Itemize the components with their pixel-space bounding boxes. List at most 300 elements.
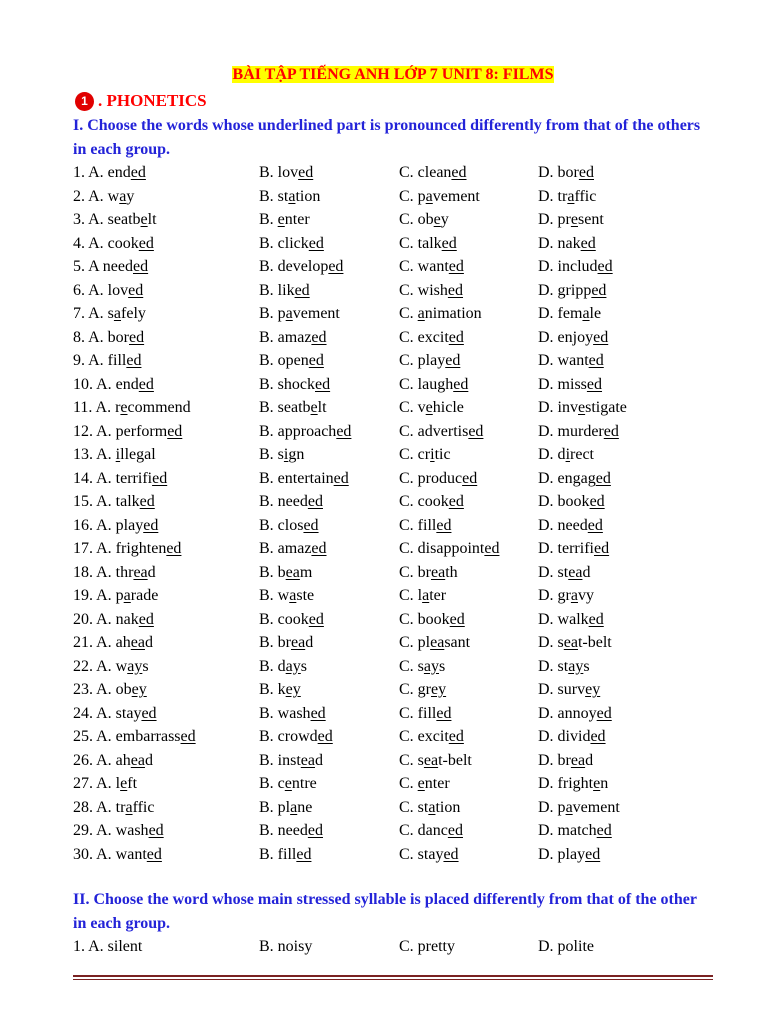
underlined-part: ed [138,234,154,252]
underlined-part: e [120,399,128,416]
answer-option [399,326,538,350]
option-text: 25. A. embarrass [73,728,181,745]
answer-option [73,702,259,726]
option-text: B. shock [259,375,315,393]
option-text: C. st [399,798,429,816]
underlined-part: ey [131,681,147,698]
underlined-part: e [570,211,578,228]
answer-option [259,561,399,585]
option-text: C. gr [399,681,431,698]
answer-option [538,161,713,185]
answer-option [73,796,259,820]
underlined-part: ed [126,352,142,369]
underlined-part: ed [448,258,464,275]
underlined-part: a [289,587,297,604]
answer-option [538,631,713,655]
underlined-part: ed [311,328,327,346]
answer-option [538,561,713,585]
option-text: s [300,657,308,675]
option-text: C. v [399,399,426,416]
option-text: D. inv [538,399,578,416]
answer-option [73,443,259,467]
option-text: C. pl [399,634,431,651]
answer-option [73,255,259,279]
answer-option [259,725,399,749]
section-number-badge: 1 [75,92,94,111]
underlined-part: ed [591,281,607,299]
option-text: hicle [432,399,464,416]
answer-option [399,302,538,326]
option-text: C. wish [399,281,448,299]
underlined-part: ed [328,258,344,275]
answer-option [399,185,538,209]
option-text: 27. A. l [73,775,121,792]
underlined-part: a [567,187,575,205]
option-text: D. surv [538,681,586,698]
answer-option [399,208,538,232]
question-row [73,420,713,444]
underlined-part: ed [589,493,605,510]
underlined-part: ea [570,751,586,769]
answer-option [73,302,259,326]
option-text: sant [444,634,471,651]
option-text: 4. A. cook [73,234,139,252]
underlined-part: ea [133,563,148,581]
underlined-part: ed [449,610,465,628]
underlined-part: e [310,399,318,416]
answer-option [259,772,399,796]
option-text: y [126,187,135,205]
answer-option [538,537,713,561]
underlined-part: e [140,211,148,228]
question-row [73,561,713,585]
answer-option: 1. A. silent [73,938,143,955]
option-text: ffic [132,798,155,816]
underlined-part: ed [451,164,467,181]
question-row [73,443,713,467]
answer-option [73,678,259,702]
underlined-part: i [565,446,571,463]
answer-option [399,279,538,303]
answer-option [259,608,399,632]
answer-option [73,514,259,538]
answer-option [538,349,713,373]
answer-option [73,232,259,256]
option-text: D. d [538,446,566,463]
answer-option [538,772,713,796]
option-text: D. p [538,798,566,816]
answer-option [538,326,713,350]
answer-option [399,655,538,679]
underlined-part: ed [148,822,164,839]
question-row [73,208,713,232]
option-text: ne [297,798,313,816]
underlined-part: a [425,187,433,205]
question-row [73,255,713,279]
answer-option [259,443,399,467]
answer-option [538,232,713,256]
answer-option [73,279,259,303]
option-text: B. w [259,587,290,604]
answer-option [259,396,399,420]
option-text: D. tr [538,187,568,205]
answer-option [259,185,399,209]
option-text: D. want [538,352,589,369]
option-text: C. produc [399,469,463,487]
option-text: D. match [538,822,597,839]
question-row [73,678,713,702]
option-text: 10. A. end [73,375,139,393]
option-text: 5. A need [73,258,133,275]
underlined-part: i [430,446,435,463]
option-text: B. fill [259,845,297,863]
answer-option [73,561,259,585]
underlined-part: e [433,211,441,228]
option-text: tion [435,798,461,816]
option-text: 3. A. seatb [73,211,141,228]
part1-instruction: I. Choose the words whose underlined part is pronounced differently from that of the others in each group. [73,117,701,158]
underlined-part: a [290,798,298,816]
option-text: 14. A. terrifi [73,469,153,487]
option-text: B. wash [259,704,311,722]
option-text: D. need [538,516,588,534]
answer-option [259,678,399,702]
answer-option [399,255,538,279]
option-text: 2. A. w [73,187,120,205]
part1-question-list [73,161,713,866]
answer-option [259,796,399,820]
option-text: d [585,751,594,769]
question-row [73,373,713,397]
option-text: ft [127,775,138,792]
option-text: D. gr [538,587,571,604]
option-text: nter [424,775,450,792]
option-text: C. p [399,187,426,205]
underlined-part: ea [423,751,439,769]
option-text: D. st [538,563,569,581]
option-text: 19. A. p [73,587,124,604]
option-text: ntre [291,775,317,792]
underlined-part: ea [300,751,315,769]
part2-instruction: II. Choose the word whose main stressed syllable is placed differently from that of the other in each group. [73,891,697,932]
underlined-part: ed [129,328,145,346]
underlined-part: e [120,775,128,792]
answer-option [399,561,538,585]
option-text: 18. A. thr [73,563,134,581]
answer-option [73,631,259,655]
underlined-part: ed [436,516,452,534]
answer-option: C. pretty [399,938,455,955]
underlined-part: ey [285,681,301,698]
underlined-part: ed [436,704,452,722]
option-text: B. s [259,446,284,463]
option-text: B. [259,211,278,228]
option-text: D. fem [538,305,583,322]
answer-option [399,420,538,444]
question-row [73,302,713,326]
answer-option [73,208,259,232]
underlined-part: ed [588,610,604,628]
question-row [73,655,713,679]
question-row [73,819,713,843]
option-text: 16. A. play [73,516,144,534]
option-text: t-belt [438,751,472,769]
answer-option [399,490,538,514]
question-row [73,349,713,373]
answer-option [399,796,538,820]
answer-option [538,584,713,608]
underlined-part: a [119,187,127,205]
underlined-part: e [578,399,586,416]
underlined-part: ea [130,751,145,769]
underlined-part: ed [130,164,146,181]
option-text: 15. A. talk [73,493,140,510]
option-text: B. need [259,822,308,839]
option-text: vement [572,798,620,816]
underlined-part: ed [462,469,478,487]
option-text: vy [578,587,594,604]
section-label: . PHONETICS [98,91,207,110]
option-text: 13. A. [73,446,116,463]
underlined-part: ed [441,234,457,252]
option-text: B. st [259,187,289,205]
answer-option [538,279,713,303]
option-text: 9. A. fill [73,352,127,369]
underlined-part: ed [311,540,327,557]
option-text: B. amaz [259,328,312,346]
option-text: 7. A. s [73,305,114,322]
underlined-part: ed [139,493,155,510]
answer-option [538,843,713,867]
option-text: D. engag [538,469,596,487]
option-text: C. cr [399,446,431,463]
answer-option [399,678,538,702]
underlined-part: ed [603,422,619,440]
option-text: B. pl [259,798,291,816]
underlined-part: a [570,587,578,604]
underlined-part: ed [448,728,464,745]
answer-option [399,467,538,491]
underlined-part: ed [447,822,463,839]
answer-option [538,796,713,820]
option-text: C. fill [399,516,437,534]
option-text: D. walk [538,610,589,628]
answer-option [399,232,538,256]
underlined-part: ed [298,164,314,181]
option-text: C. disappoint [399,540,485,557]
option-text: llegal [120,446,156,463]
underlined-part: ea [430,634,445,651]
option-text: C. ob [399,211,434,228]
underlined-part: ey [585,681,601,698]
answer-option [259,702,399,726]
answer-option [73,655,259,679]
option-text: 22. A. w [73,657,128,675]
page-title: BÀI TẬP TIẾNG ANH LỚP 7 UNIT 8: FILMS [232,66,554,83]
underlined-part: ed [152,469,168,487]
question-row [73,232,713,256]
underlined-part: a [125,798,133,816]
section-heading-phonetics [75,91,207,111]
answer-option [399,631,538,655]
underlined-part: ed [468,422,484,440]
answer-option [399,161,538,185]
answer-option [399,349,538,373]
answer-option [259,326,399,350]
underlined-part: ed [578,164,594,181]
option-text: 1. A. end [73,164,131,181]
footer-rule-thin [73,979,713,980]
option-text: B. d [259,657,286,675]
question-row [73,584,713,608]
option-text: d [305,634,314,651]
option-text: ter [429,587,447,604]
question-row [73,467,713,491]
answer-option [399,514,538,538]
option-text: C. advertis [399,422,469,440]
answer-option [73,843,259,867]
option-text: C. play [399,352,446,369]
answer-option [538,608,713,632]
answer-option: B. noisy [259,938,313,955]
underlined-part: ea [568,563,583,581]
answer-option [259,537,399,561]
underlined-part: a [285,305,293,322]
underlined-part: ed [315,375,331,393]
option-text: 11. A. r [73,399,121,416]
underlined-part: e [284,775,292,792]
underlined-part: ed [588,352,604,369]
underlined-part: a [582,305,590,322]
option-text: B. inst [259,751,301,769]
answer-option [259,514,399,538]
underlined-part: ey [431,681,447,698]
option-text: 12. A. perform [73,422,168,440]
answer-option [259,349,399,373]
question-row [73,537,713,561]
question-row [73,725,713,749]
answer-option [399,584,538,608]
underlined-part: i [283,446,289,463]
answer-option [73,608,259,632]
question-row [73,702,713,726]
underlined-part: ed [585,845,601,863]
underlined-part: ed [133,258,149,275]
underlined-part: ed [447,281,464,299]
underlined-part: ed [146,845,162,863]
underlined-part: ed [308,352,324,369]
option-text: rade [130,587,159,604]
answer-option [538,514,713,538]
underlined-part: ed [593,540,610,557]
option-text: C. br [399,563,431,581]
answer-option [538,819,713,843]
underlined-part: a [565,798,573,816]
answer-option [259,161,399,185]
option-text: B. lik [259,281,295,299]
option-text: 8. A. bor [73,328,129,346]
answer-option [538,702,713,726]
option-text: lt [147,211,157,228]
answer-option [538,255,713,279]
answer-option [538,396,713,420]
answer-option [73,349,259,373]
answer-option [538,749,713,773]
option-text: D. enjoy [538,328,594,346]
option-text: commend [127,399,191,416]
underlined-part: a [422,587,430,604]
option-text: C. want [399,258,449,275]
underlined-part: ed [448,493,464,510]
option-text: 20. A. nak [73,610,139,628]
answer-option [259,843,399,867]
option-text: tion [295,187,321,205]
underlined-part: ea [431,563,446,581]
option-text: d [315,751,323,769]
option-text: th [445,563,458,581]
answer-option [73,420,259,444]
answer-option [73,490,259,514]
answer-option [538,185,713,209]
underlined-part: ed [593,328,609,346]
underlined-part: e [425,399,433,416]
option-text: D. includ [538,258,598,275]
underlined-part: ay [127,657,143,675]
answer-option [73,396,259,420]
underlined-part: ed [595,469,611,487]
option-text: C. s [399,657,424,675]
option-text: 6. A. lov [73,281,129,299]
option-text: B. seatb [259,399,311,416]
answer-option [259,420,399,444]
option-text: B. approach [259,422,337,440]
answer-option [538,490,713,514]
option-text: D. annoy [538,704,597,722]
option-text: C. cook [399,493,449,510]
underlined-part: ed [596,822,612,839]
answer-option [538,420,713,444]
option-text: C. laugh [399,375,454,393]
underlined-part: ed [587,516,603,534]
underlined-part: e [593,775,601,792]
underlined-part: ed [294,281,310,299]
underlined-part: ed [310,704,326,722]
question-row [73,608,713,632]
option-text: D. gripp [538,281,592,299]
question-row [73,843,713,867]
option-text: D. pr [538,211,571,228]
answer-option [73,185,259,209]
option-text: C. talk [399,234,442,252]
underlined-part: a [288,187,296,205]
option-text: B. c [259,775,285,792]
question-row [73,749,713,773]
answer-option [538,678,713,702]
underlined-part: ed [580,234,596,252]
underlined-part: ed [484,540,500,557]
option-text: n [600,775,609,792]
option-text: gn [288,446,305,463]
answer-option: D. polite [538,938,594,955]
question-row [73,326,713,350]
answer-option [259,302,399,326]
option-text: fely [121,305,146,322]
option-text: vement [432,187,480,205]
option-text: D. st [538,657,569,675]
answer-option [399,443,538,467]
option-text: C. excit [399,328,449,346]
option-text: C. fill [399,704,437,722]
